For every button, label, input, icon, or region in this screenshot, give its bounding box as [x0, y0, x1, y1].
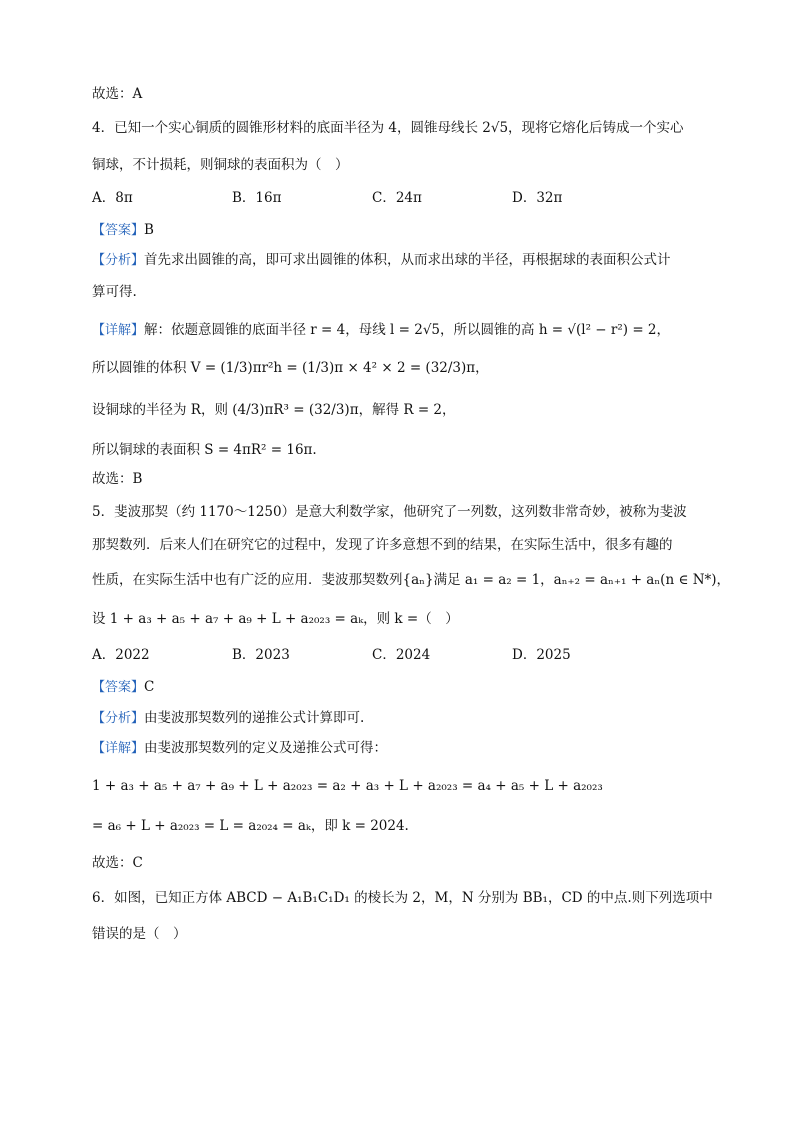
q4-detail-line3: 设铜球的半径为 R，则 (4/3)πR³ = (32/3)π，解得 R = 2，	[92, 402, 456, 418]
q5-option-a: A．2022	[92, 647, 150, 663]
q4-answer-value: B	[144, 222, 154, 238]
q5-detail-line1: 1 + a₃ + a₅ + a₇ + a₉ + L + a₂₀₂₃ = a₂ + a₃ + L + a₂₀₂₃ = a₄ + a₅ + L + a₂₀₂₃	[92, 778, 603, 794]
q6-stem-line2: 错误的是（ ）	[92, 926, 187, 942]
analysis-tag: 【分析】	[92, 253, 145, 268]
q4-detail-line4: 所以铜球的表面积 S = 4πR² = 16π.	[92, 442, 317, 458]
q5-detail-intro	[92, 738, 387, 759]
q4-options	[92, 188, 652, 208]
q6-stem-line1: 6．如图，已知正方体 ABCD − A₁B₁C₁D₁ 的棱长为 2，M，N 分别为 BB₁，CD 的中点.则下列选项中	[92, 890, 713, 906]
q3-result: 故选：A	[92, 86, 143, 102]
q4-result: 故选：B	[92, 471, 143, 487]
q5-answer-value: C	[144, 679, 155, 695]
q5-answer	[92, 677, 154, 698]
q4-analysis-line2: 算可得.	[92, 284, 137, 300]
q4-detail-line1	[92, 320, 670, 341]
q4-detail-text1: 解：依题意圆锥的底面半径 r = 4，母线 l = 2√5，所以圆锥的高 h = √(l² − r²) = 2，	[144, 322, 671, 338]
q4-option-c: C．24π	[372, 190, 422, 206]
q5-analysis	[92, 708, 364, 729]
q5-analysis-text: 由斐波那契数列的递推公式计算即可.	[144, 710, 365, 726]
q5-result: 故选：C	[92, 855, 143, 871]
q4-detail-line2: 所以圆锥的体积 V = (1/3)πr²h = (1/3)π × 4² × 2 = (32/3)π，	[92, 360, 489, 376]
detail-tag: 【详解】	[92, 323, 145, 338]
q4-option-b: B．16π	[232, 190, 282, 206]
q4-analysis-text: 首先求出圆锥的高，即可求出圆锥的体积，从而求出球的半径，再根据球的表面积公式计	[144, 252, 671, 268]
q4-option-a: A．8π	[92, 190, 133, 206]
q5-option-b: B．2023	[232, 647, 290, 663]
q4-stem-line2: 铜球，不计损耗，则铜球的表面积为（ ）	[92, 157, 349, 173]
q5-option-d: D．2025	[512, 647, 571, 663]
q4-analysis-line1	[92, 250, 671, 271]
q5-stem-line4: 设 1 + a₃ + a₅ + a₇ + a₉ + L + a₂₀₂₃ = aₖ，则 k =（ ）	[92, 611, 459, 627]
q5-option-c: C．2024	[372, 647, 431, 663]
answer-tag: 【答案】	[92, 223, 145, 238]
q5-stem-line1: 5．斐波那契（约 1170～1250）是意大利数学家，他研究了一列数，这列数非常奇妙，被称为斐波	[92, 504, 687, 520]
q4-stem-line1: 4．已知一个实心铜质的圆锥形材料的底面半径为 4，圆锥母线长 2√5，现将它熔化后铸成一个实心	[92, 120, 684, 136]
q5-detail-intro-text: 由斐波那契数列的定义及递推公式可得：	[144, 740, 388, 756]
q5-options	[92, 645, 652, 665]
analysis-tag: 【分析】	[92, 711, 145, 726]
detail-tag: 【详解】	[92, 741, 145, 756]
q4-option-d: D．32π	[512, 190, 563, 206]
q4-answer	[92, 220, 154, 241]
q5-detail-line2: = a₆ + L + a₂₀₂₃ = L = a₂₀₂₄ = aₖ，即 k = 2024.	[92, 818, 409, 834]
answer-tag: 【答案】	[92, 680, 145, 695]
q5-stem-line3: 性质，在实际生活中也有广泛的应用．斐波那契数列{aₙ}满足 a₁ = a₂ = 1，aₙ₊₂ = aₙ₊₁ + aₙ(n ∈ N*)，	[92, 572, 731, 588]
q5-stem-line2: 那契数列．后来人们在研究它的过程中，发现了许多意想不到的结果，在实际生活中，很多有趣的	[92, 537, 673, 553]
